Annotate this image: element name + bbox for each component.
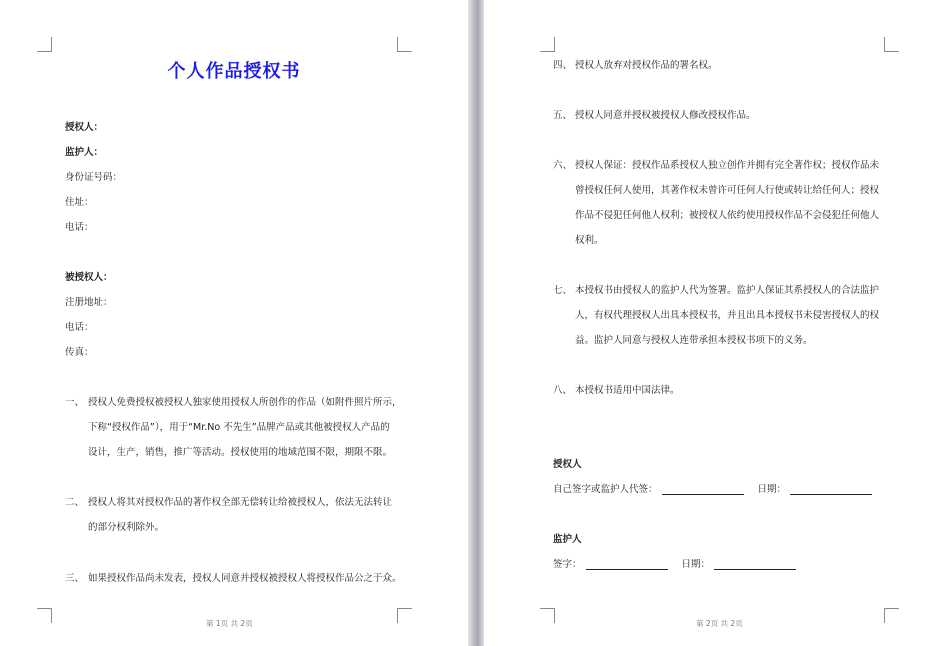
date-line[interactable] bbox=[790, 484, 872, 495]
date-label: 日期： bbox=[757, 484, 787, 495]
crop-mark bbox=[540, 608, 555, 623]
clause-4-line-1: 授权人放弃对授权作品的署名权。 bbox=[575, 60, 718, 71]
clause-2-line-2: 的部分权利除外。 bbox=[88, 522, 165, 533]
fax-label: 传真： bbox=[65, 347, 94, 358]
crop-mark bbox=[397, 37, 412, 52]
clause-number: 八、 bbox=[553, 385, 573, 396]
clause-1-line-1: 授权人免费授权被授权人独家使用授权人所创作的作品（如附件照片所示， bbox=[88, 397, 402, 408]
signature-line[interactable] bbox=[662, 484, 744, 495]
clause-7-line-2: 人，有权代理授权人出具本授权书，并且出具本授权书未侵害授权人的权 bbox=[575, 310, 880, 321]
clause-number: 三、 bbox=[65, 573, 85, 584]
clause-1-line-3: 设计，生产，销售，推广等活动。授权使用的地域范围不限，期限不限。 bbox=[88, 447, 393, 458]
crop-mark bbox=[540, 37, 555, 52]
clause-number: 一、 bbox=[65, 397, 85, 408]
date-line[interactable] bbox=[714, 559, 796, 570]
page-gap bbox=[468, 0, 484, 646]
clause-number: 四、 bbox=[553, 60, 573, 71]
page-footer: 第 1页 共 2页 bbox=[206, 619, 253, 628]
clause-number: 七、 bbox=[553, 285, 573, 296]
crop-mark bbox=[37, 37, 52, 52]
clause-5-line-1: 授权人同意并授权被授权人修改授权作品。 bbox=[575, 110, 756, 121]
document-page-2 bbox=[484, 0, 950, 646]
clause-number: 六、 bbox=[553, 160, 573, 171]
sign-label: 签字： bbox=[553, 559, 582, 570]
clause-6-line-4: 权利。 bbox=[575, 235, 604, 246]
crop-mark bbox=[884, 37, 899, 52]
registered-address-label: 注册地址： bbox=[65, 297, 113, 308]
guardian-signature-heading: 监护人 bbox=[553, 534, 582, 545]
crop-mark bbox=[37, 608, 52, 623]
clause-7-line-1: 本授权书由授权人的监护人代为签署。监护人保证其系授权人的合法监护 bbox=[575, 285, 880, 296]
grantee-label: 被授权人： bbox=[65, 272, 113, 283]
grantor-signature-heading: 授权人 bbox=[553, 459, 582, 470]
guardian-signature-row bbox=[553, 556, 810, 570]
clause-2-line-1: 授权人将其对授权作品的著作权全部无偿转让给被授权人，依法无法转让 bbox=[88, 497, 393, 508]
clause-6-line-2: 曾授权任何人使用，其著作权未曾许可任何人行使或转让给任何人；授权 bbox=[575, 185, 880, 196]
clause-number: 二、 bbox=[65, 497, 85, 508]
date-label: 日期： bbox=[681, 559, 711, 570]
phone-label: 电话： bbox=[65, 222, 94, 233]
crop-mark bbox=[884, 608, 899, 623]
clause-3-line-1: 如果授权作品尚未发表，授权人同意并授权被授权人将授权作品公之于众。 bbox=[88, 573, 402, 584]
clause-8-line-1: 本授权书适用中国法律。 bbox=[575, 385, 680, 396]
clause-6-line-1: 授权人保证：授权作品系授权人独立创作并拥有完全著作权；授权作品未 bbox=[575, 160, 880, 171]
grantor-signature-row bbox=[553, 481, 886, 495]
clause-number: 五、 bbox=[553, 110, 573, 121]
address-label: 住址： bbox=[65, 197, 94, 208]
document-page-1 bbox=[0, 0, 468, 646]
grantor-label: 授权人： bbox=[65, 122, 104, 133]
grantee-phone-label: 电话： bbox=[65, 322, 94, 333]
crop-mark bbox=[397, 608, 412, 623]
guardian-label: 监护人： bbox=[65, 147, 104, 158]
clause-6-line-3: 作品不侵犯任何他人权利；被授权人依约使用授权作品不会侵犯任何他人 bbox=[575, 210, 880, 221]
clause-7-line-3: 益。监护人同意与授权人连带承担本授权书项下的义务。 bbox=[575, 335, 813, 346]
id-number-label: 身份证号码： bbox=[65, 172, 123, 183]
page-footer: 第 2页 共 2页 bbox=[696, 619, 743, 628]
sign-label: 自己签字或监护人代签： bbox=[553, 484, 658, 495]
document-title: 个人作品授权书 bbox=[167, 61, 301, 82]
signature-line[interactable] bbox=[586, 559, 668, 570]
clause-1-line-2: 下称“授权作品”），用于“Mr.No 不先生”品牌产品或其他被授权人产品的 bbox=[88, 422, 390, 433]
